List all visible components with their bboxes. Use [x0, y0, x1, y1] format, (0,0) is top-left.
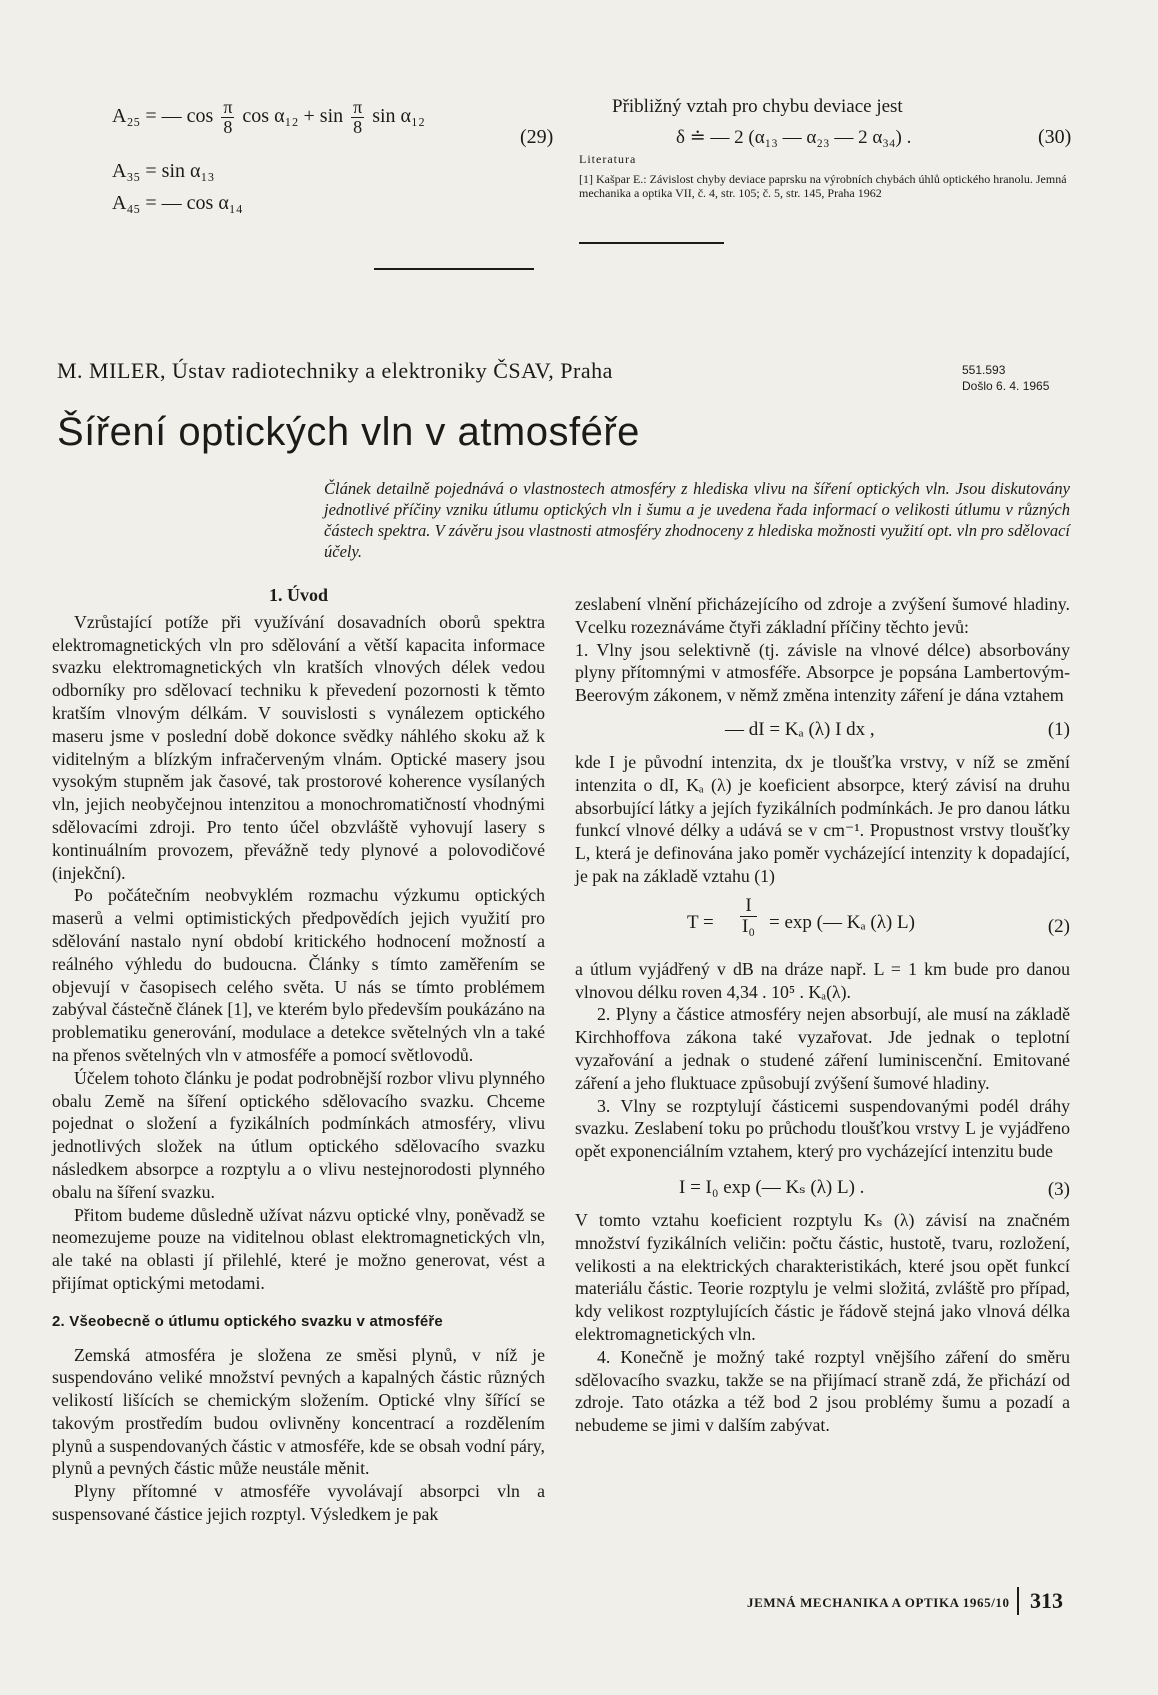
literature-heading: Literatura: [579, 152, 637, 166]
fraction-numerator: π: [223, 97, 233, 117]
fraction-pi-8: [221, 98, 234, 137]
section-heading-intro: 1. Úvod: [268, 585, 328, 605]
left-column: [52, 584, 545, 1526]
equation-a45: A₄₅ = — cos α₁₄: [112, 192, 243, 214]
footer-divider: [1017, 1587, 1019, 1615]
page-number: 313: [1030, 1588, 1063, 1613]
paragraph: V tomto vztahu koeficient rozptylu Kₛ (λ) závisí na značném množství fyzikálních veličin: počtu částic, hustotě, tvaru, rozložení, velikosti a na elektrických charakteristikách, které jsou opět funkcí materiálu částic. Teorie rozptylu je velmi složitá, zvláště pro případ, kdy velikost rozptylujících částic je řádově stejná jako vlnová délka elektromagnetických vln.: [575, 1209, 1070, 1344]
equation-number-3: (3): [1047, 1178, 1070, 1200]
equation-2-fraction: [740, 896, 757, 937]
equation-number-1: (1): [1047, 718, 1070, 740]
fraction-denominator: I₀: [742, 915, 755, 937]
journal-footer: JEMNÁ MECHANIKA A OPTIKA 1965/10: [747, 1595, 1010, 1610]
equation-1-row: [575, 707, 1070, 751]
equation-number-30: (30): [1038, 126, 1072, 148]
fraction-denominator: 8: [353, 116, 363, 137]
equation-a35: A₃₅ = sin α₁₃: [112, 160, 215, 182]
equation-2-lhs: T =: [687, 911, 714, 933]
deviation-heading: Přibližný vztah pro chybu deviace jest: [612, 96, 903, 117]
eq29-mid: cos α₁₂ + sin: [242, 104, 344, 127]
paragraph: Účelem tohoto článku je podat podrobnější rozbor vlivu plynného obalu Země na šíření optického sdělovacího svazku. Chceme pojednat o složení a fyzikálních podmínkách atmosféry, vlivu jednotlivých složek na útlum optického sdělovacího svazku následkem absorpce a rozptylu a o vlivu nestejnorodosti plynného obalu na šíření svazku.: [52, 1067, 545, 1202]
right-column: [575, 593, 1070, 1437]
literature-reference: [1] Kašpar E.: Závislost chyby deviace paprsku na výrobních chybách úhlů optického hranolu. Jemná mechanika a optika VII, č. 4, str. 105; č. 5, str. 145, Praha 1962: [579, 172, 1067, 200]
equation-2-rhs: = exp (— Kₐ (λ) L): [769, 911, 915, 933]
abstract: Článek detailně pojednává o vlastnostech atmosféry z hlediska vlivu na šíření optických vln. Jsou diskutovány jednotlivé příčiny vzniku útlumu optických vln i šumu a je uvedena řada informací o velikosti útlumu v různých částech spektra. V závěru jsou vlastnosti atmosféry zhodnoceny z hlediska možnosti využití opt. vln pro sdělovací účely.: [324, 479, 1070, 561]
paragraph: 2. Plyny a částice atmosféry nejen absorbují, ale musí na základě Kirchhoffova zákona také vyzařovat. Jde jednak o teplotní vyzařování a jednak o studené záření luminiscenční. Emitované záření a jeho fluktuace způsobují zvýšení šumové hladiny.: [575, 1004, 1070, 1093]
paragraph: a útlum vyjádřený v dB na dráze např. L = 1 km bude pro danou vlnovou délku roven 4,34 . 10⁵ . Kₐ(λ).: [575, 958, 1070, 1002]
article-title: Šíření optických vln v atmosféře: [57, 410, 640, 454]
eq29-lhs: A₂₅ = — cos: [112, 104, 214, 127]
fraction-numerator: π: [353, 97, 363, 117]
eq29-end: sin α₁₂: [372, 104, 425, 127]
equation-2-row: [575, 888, 1070, 958]
section-heading-general: 2. Všeobecně o útlumu optického svazku v atmosféře: [52, 1312, 443, 1330]
equation-number-2: (2): [1047, 915, 1070, 937]
paragraph: Vzrůstající potíže při využívání dosavadních oborů spektra elektromagnetických vln pro sdělování a větší kapacita informace svazku elektromagnetických vln kratších vlnových délek vedou odborníky pro sdělovací techniku k převedení pozornosti k těmto kratším vlnovým délkám. V souvislosti s vynálezem optického maseru jsme v poslední době dokonce svědky náhlého skoku až k viditelným a blízkým infračerveným vlnám. Optické masery jsou vysokým stupněm jak časové, tak prostorové koherence vysílaných vln, jejich neobyčejnou intenzitou a monochromatičností vhodnými sdělovacími zdroji. Pro tento účel obzvláště vyhovují lasery s kontinuálním provozem, převážně tedy plynové a polovodičové (injekční).: [52, 611, 545, 883]
equation-30: δ ≐ — 2 (α₁₃ — α₂₃ — 2 α₃₄) .: [676, 127, 912, 148]
paragraph: kde I je původní intenzita, dx je tloušťka vrstvy, v níž se změní intenzita o dI, Kₐ (λ) je koeficient absorpce, který závisí na druhu absorbující látky a jejích fyzikálních podmínkách. Je pro danou látku funkcí vlnové délky a udává se v cm⁻¹. Propustnost vrstvy tloušťky L, která je definována jako poměr vycházející intenzity k dopadající, je pak na základě vztahu (1): [575, 751, 1070, 886]
paragraph: 1. Vlny jsou selektivně (tj. závisle na vlnové délce) absorbovány plyny přítomnými v atmosféře. Absorpce je popsána Lambertovým-Beerovým zákonem, v němž změna intenzity záření je dána vztahem: [575, 639, 1070, 706]
equation-3: I = I₀ exp (— Kₛ (λ) L) .: [679, 1176, 865, 1198]
received-date: Došlo 6. 4. 1965: [962, 379, 1050, 393]
fraction-pi-8: [351, 98, 364, 137]
separator-rule: [374, 268, 534, 270]
udc-code: 551.593: [962, 363, 1006, 377]
equation-1: — dI = Kₐ (λ) I dx ,: [725, 718, 875, 740]
fraction-numerator: I: [740, 896, 757, 917]
separator-rule: [579, 242, 724, 244]
paragraph: Plyny přítomné v atmosféře vyvolávají absorpci vln a suspensované částice jejich rozptyl. Výsledkem je pak: [52, 1481, 545, 1525]
equation-29: [112, 98, 425, 137]
paragraph: 4. Konečně je možný také rozptyl vnějšího záření do směru sdělovacího svazku, takže se na přijímací straně zdá, že přichází od zdroje. Tato otázka a též bod 2 jsou problémy šumu a pozadí a nebudeme se jimi v dalším zabývat.: [575, 1346, 1070, 1436]
paragraph: zeslabení vlnění přicházejícího od zdroje a zvýšení šumové hladiny. Vcelku rozeznáváme čtyři základní příčiny těchto jevů:: [575, 594, 1070, 637]
fraction-denominator: 8: [223, 116, 233, 137]
equation-number-29: (29): [520, 126, 554, 148]
paragraph: Přitom budeme důsledně užívat názvu optické vlny, poněvadž se neomezujeme pouze na viditelnou oblast elektromagnetických vln, ale také na oblasti jí přilehlé, které je možno generovat, vést a přijímat optickými metodami.: [52, 1204, 545, 1293]
paragraph: Po počátečním neobvyklém rozmachu výzkumu optických maserů a velmi optimistických předpovědích jejich využití pro sdělování nastalo nyní období kritického hodnocení možností a reálného výhledu do budoucna. Články s tímto zaměřením se objevují v časopisech celého světa. U nás se tímto problémem zabýval částečně článek [1], ve kterém bylo především poukázáno na problematiku generování, modulace a detekce světelných vln a také na přenos světelných vln v atmosféře a pomocí světlovodů.: [52, 885, 545, 1065]
paragraph: Zemská atmosféra je složena ze směsi plynů, v níž je suspendováno veliké množství pevných a kapalných částic různých velikostí lišících se chemickým složením. Optické vlny šířící se takovým prostředím budou ovlivněny koncentrací a rozdělením plynů a suspendovaných částic v atmosféře, kde se obsah vodní páry, plynů a pevných částic může neustále měnit.: [52, 1344, 545, 1479]
author-line: M. MILER, Ústav radiotechniky a elektroniky ČSAV, Praha: [57, 358, 613, 383]
equation-3-row: [575, 1163, 1070, 1209]
paragraph: 3. Vlny se rozptylují částicemi suspendovanými podél dráhy svazku. Zeslabení toku po průchodu tloušťkou vrstvy L je vyjádřeno opět exponenciálním vztahem, který pro vycházející intenzitu bude: [575, 1095, 1070, 1162]
